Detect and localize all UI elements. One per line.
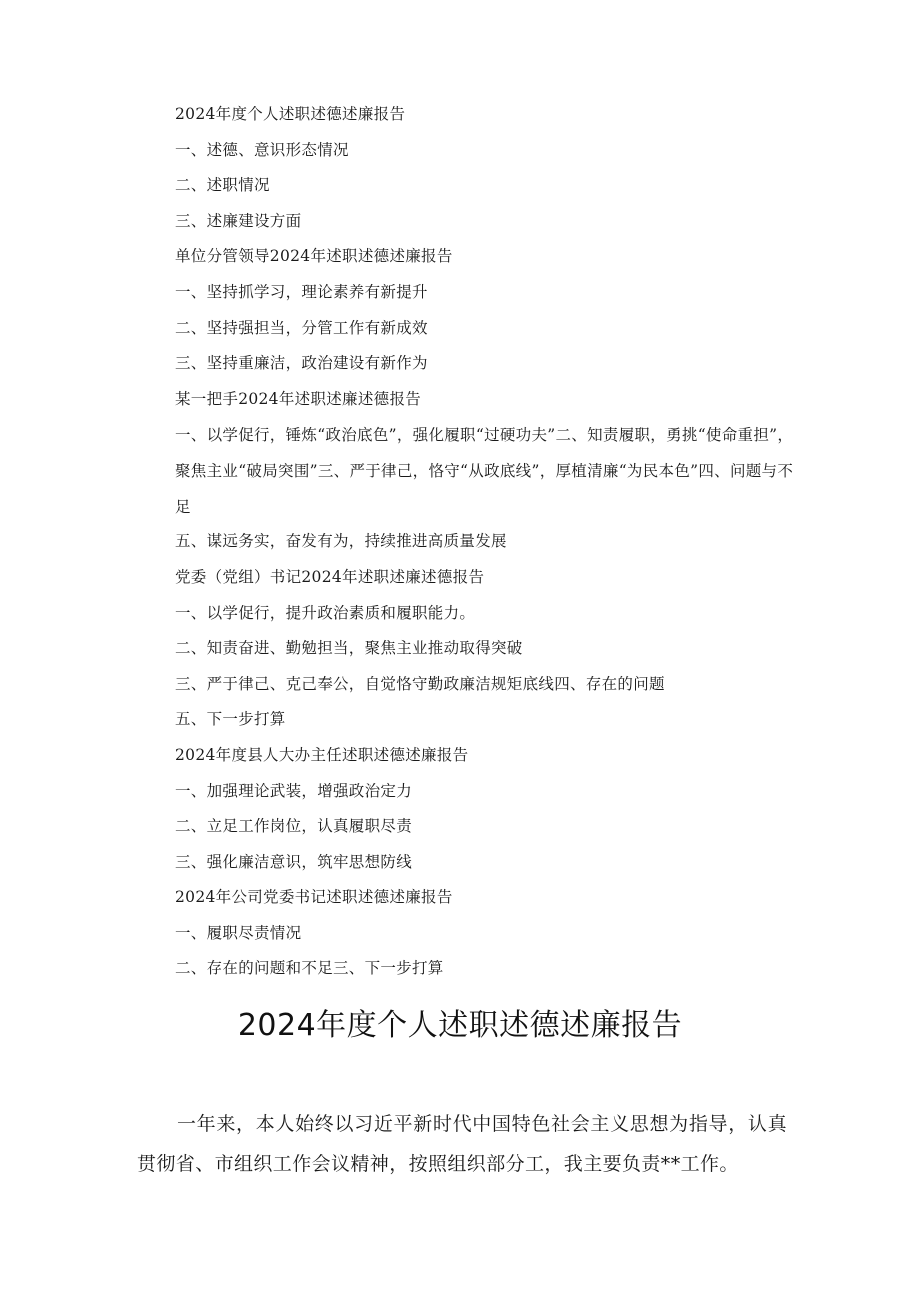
toc-entry-section: 二、知责奋进、勤勉担当，聚焦主业推动取得突破	[175, 639, 523, 658]
toc-entry-section: 一、以学促行，提升政治素质和履职能力。	[175, 603, 476, 622]
toc-entry-section: 五、谋远务实，奋发有为，持续推进高质量发展	[175, 532, 507, 551]
toc-entry-report-title: 2024年公司党委书记述职述德述廉报告	[175, 888, 453, 907]
toc-entry-section: 三、强化廉洁意识，筑牢思想防线	[175, 852, 413, 871]
toc-entry-report-title: 党委（党组）书记2024年述职述廉述德报告	[175, 567, 485, 586]
toc-entry-section: 三、坚持重廉洁，政治建设有新作为	[175, 354, 428, 373]
toc-entry-section: 一、坚持抓学习，理论素养有新提升	[175, 282, 428, 301]
toc-entry-section: 三、严于律己、克己奉公，自觉恪守勤政廉洁规矩底线四、存在的问题	[175, 674, 665, 693]
toc-entry-section: 二、立足工作岗位，认真履职尽责	[175, 817, 413, 836]
toc-entry-section: 二、述职情况	[175, 176, 270, 195]
body-paragraph: 一年来，本人始终以习近平新时代中国特色社会主义思想为指导，认真贯彻省、市组织工作会议精神，按照组织部分工，我主要负责**工作。	[137, 1113, 787, 1175]
toc-entry-section: 二、坚持强担当，分管工作有新成效	[175, 318, 428, 337]
toc-entry-section: 三、述廉建设方面	[175, 211, 302, 230]
toc-entry-section: 一、加强理论武装，增强政治定力	[175, 781, 413, 800]
toc-entry-section: 二、存在的问题和不足三、下一步打算	[175, 959, 444, 978]
toc-entry-section: 一、履职尽责情况	[175, 923, 302, 942]
toc-entry-report-title: 2024年度个人述职述德述廉报告	[175, 105, 406, 123]
toc-entry-section-multiline: 一、以学促行，锤炼“政治底色”，强化履职“过硬功夫”二、知责履职，勇挑“使命重担”，聚焦主业“破局突围”三、严于律己，恪守“从政底线”，厚植清廉“为民本色”四、问题与不足	[175, 426, 794, 517]
document-title: 2024年度个人述职述德述廉报告	[237, 1008, 683, 1043]
table-of-contents	[175, 104, 795, 994]
toc-entry-section: 五、下一步打算	[175, 710, 286, 729]
toc-entry-section: 一、述德、意识形态情况	[175, 140, 349, 159]
toc-entry-report-title: 2024年度县人大办主任述职述德述廉报告	[175, 745, 469, 764]
toc-entry-report-title: 某一把手2024年述职述廉述德报告	[175, 389, 422, 408]
toc-entry-report-title: 单位分管领导2024年述职述德述廉报告	[175, 247, 453, 266]
